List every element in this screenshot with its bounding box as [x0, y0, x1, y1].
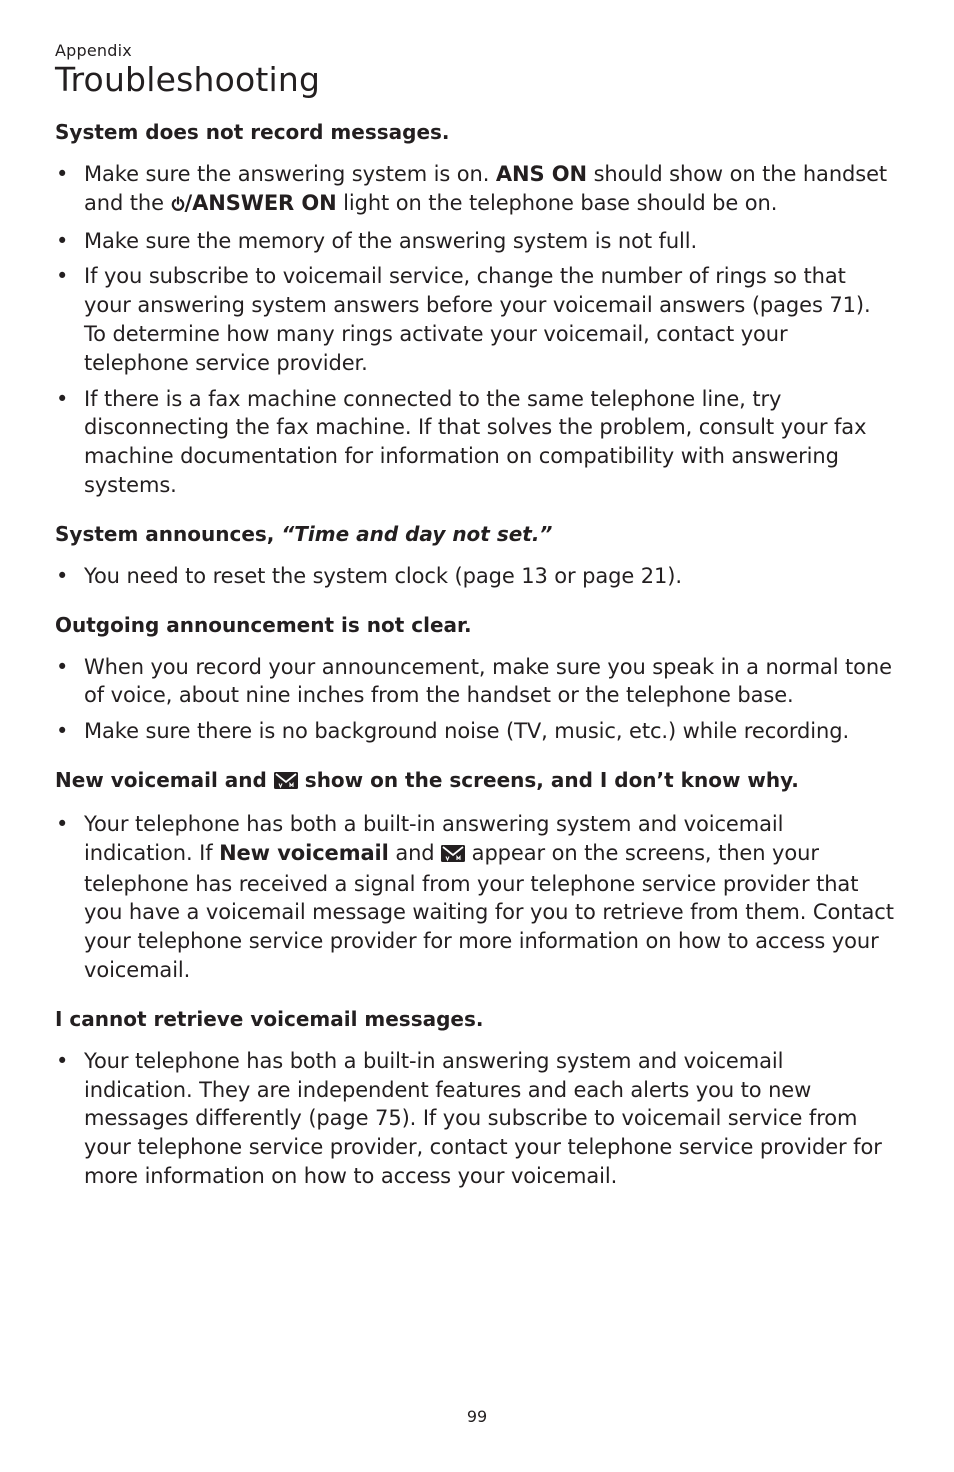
bullet-dot: • [56, 654, 69, 679]
new-voicemail-label: New voicemail [219, 840, 389, 865]
bullet-dot: • [56, 162, 69, 186]
bullet-list-outgoing-announcement [55, 653, 895, 746]
list-item: • Your telephone has both a built-in answering system and voicemail indication. They are independent features and each alerts you to new messages differently (page 75). If you subscribe to voicemail service from your telephone service provider, contact your telephone service provider for more information on how to access your voicemail. [56, 1048, 882, 1188]
heading-system-not-record: System does not record messages. [55, 120, 450, 144]
list-item: • If there is a fax machine connected to the same telephone line, try disconnecting the fax machine. If that solves the problem, consult your fax machine documentation for information on compatibility with answering systems. [56, 386, 867, 497]
voicemail-envelope-icon [274, 768, 298, 796]
bullet-dot: • [56, 811, 69, 836]
answer-on-label: /ANSWER ON [171, 191, 337, 215]
list-item: • Your telephone has both a built-in answering system and voicemail indication. If New voicemail and appear on the screens, then your telephone has received a signal from your telephone service provider that you have a voicemail message waiting for you to retrieve from them. Contact your telephone service provider for more information on how to access your voicemail. [56, 811, 894, 982]
section-label: Appendix [55, 41, 132, 60]
heading-time-day-not-set: System announces, “Time and day not set.” [55, 521, 553, 546]
voicemail-envelope-icon [441, 841, 465, 870]
bullet-dot: • [56, 228, 69, 253]
heading-cannot-retrieve-voicemail: I cannot retrieve voicemail messages. [55, 1006, 484, 1031]
page-number: 99 [466, 1407, 488, 1426]
list-item: • Make sure there is no background noise (TV, music, etc.) while recording. [55, 717, 895, 746]
list-item: • You need to reset the system clock (page 13 or page 21). [55, 562, 895, 591]
bullet-dot: • [56, 563, 69, 588]
bullet-list-new-voicemail [55, 810, 895, 985]
bullet-dot: • [56, 1048, 69, 1073]
bullet-list-time-day [55, 562, 895, 591]
bullet-list-cannot-retrieve [55, 1047, 895, 1191]
page-title: Troubleshooting [55, 60, 321, 99]
bullet-dot: • [56, 719, 69, 744]
bullet-dot: • [56, 386, 69, 411]
power-icon [171, 191, 185, 220]
bullet-list-system-not-record [55, 160, 895, 500]
list-item: • When you record your announcement, make sure you speak in a normal tone of voice, about nine inches from the handset or the telephone base. [56, 654, 892, 708]
heading-new-voicemail: New voicemail and show on the screens, and I don’t know why. [55, 766, 895, 796]
list-item: • Make sure the memory of the answering system is not full. [55, 227, 895, 256]
list-item: • If you subscribe to voicemail service, change the number of rings so that your answering system answers before your voicemail answers (pages 71). To determine how many rings activate your voicemail, contact your telephone service provider. [56, 264, 871, 375]
list-item: • Make sure the answering system is on. ANS ON should show on the handset and the /ANSWER ON light on the telephone base should be on. [55, 160, 895, 220]
ans-on-label: ANS ON [495, 162, 587, 186]
bullet-dot: • [56, 264, 69, 289]
troubleshooting-content [55, 118, 895, 1211]
heading-outgoing-announcement: Outgoing announcement is not clear. [55, 612, 472, 637]
